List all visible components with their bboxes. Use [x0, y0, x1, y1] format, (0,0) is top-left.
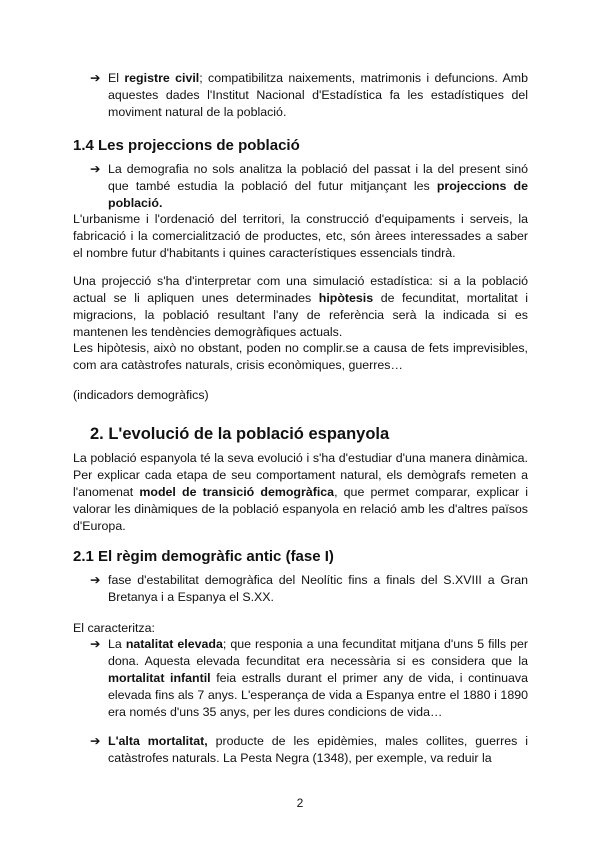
page-number: 2	[296, 796, 304, 810]
bullet-fase-estabilitat	[90, 572, 528, 606]
arrow-icon: ➔	[90, 162, 101, 176]
paragraph-indicadors: (indicadors demogràfics)	[73, 388, 209, 402]
bullet-text: L'alta mortalitat, producte de les epidèmies, males collites, guerres i catàstrofes naturals. La Pesta Negra (1348), per exemple, va reduir la	[108, 734, 528, 765]
arrow-icon: ➔	[90, 637, 101, 651]
bullet-text: La demografia no sols analitza la població del passat i la del present sinó que també estudia la població del futur mitjançant les projeccions de població.	[108, 162, 528, 210]
arrow-icon: ➔	[90, 734, 101, 748]
bullet-text: La natalitat elevada; que responia a una fecunditat mitjana d'uns 5 fills per dona. Aquesta elevada fecunditat era necessària si es considera que la mortalitat infantil feia estralls durant el primer any de vida, i continuava elevada fins als 7 anys. L'esperança de vida a Espanya entre el 1880 i 1890 era només d'uns 35 anys, per les dures condicions de vida…	[108, 637, 529, 719]
bullet-text: fase d'estabilitat demogràfica del Neolític fins a finals del S.XVIII a Gran Bretanya i a Espanya el S.XX.	[108, 573, 528, 604]
bullet-text: El registre civil; compatibilitza naixements, matrimonis i defuncions. Amb aquestes dades l'Institut Nacional d'Estadística fa les estadístiques del moviment natural de la població.	[108, 71, 528, 119]
heading-1-4: 1.4 Les projeccions de població	[73, 137, 300, 154]
paragraph-projeccio: Una projecció s'ha d'interpretar com una simulació estadística: si a la població actual se li apliquen unes determinades hipòtesis de fecunditat, mortalitat i migracions, la població resultant l'any de referència serà la indicada si es mantenen les tendències demogràfiques actuals.	[73, 274, 528, 339]
paragraph-urbanisme: L'urbanisme i l'ordenació del territori, la construcció d'equipaments i serveis, la fabricació i la comercialització de productes, etc, són àrees interessades a saber el nombre futur d'habitants i quines característiques essencials tindrà.	[73, 212, 528, 260]
heading-2-1: 2.1 El règim demogràfic antic (fase I)	[73, 548, 334, 565]
bullet-natalitat	[90, 636, 528, 721]
paragraph-evolucio: La població espanyola té la seva evolució i s'ha d'estudiar d'una manera dinàmica. Per explicar cada etapa de seu comportament natural, els demògrafs remeten a l'anomenat model de transició demogràfica, que permet comparar, explicar i valorar les dinàmiques de la població espanyola en relació amb les d'altres països d'Europa.	[73, 451, 528, 533]
arrow-icon: ➔	[90, 573, 101, 587]
paragraph-hipotesis: Les hipòtesis, això no obstant, poden no complir.se a causa de fets imprevisibles, com ara catàstrofes naturals, crisis econòmiques, guerres…	[73, 341, 528, 372]
bullet-projeccions	[90, 161, 528, 212]
paragraph-caracteritza: El caracteritza:	[73, 621, 155, 635]
bullet-registre-civil	[90, 70, 528, 121]
bullet-mortalitat	[90, 733, 528, 767]
heading-2: 2. L'evolució de la població espanyola	[90, 425, 390, 443]
arrow-icon: ➔	[90, 71, 101, 85]
